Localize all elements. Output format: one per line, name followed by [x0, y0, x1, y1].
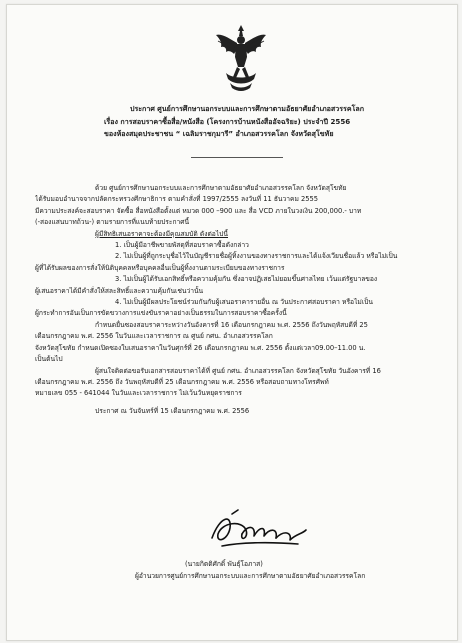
qualification-item: 2. ไม่เป็นผู้ที่ถูกระบุชื่อไว้ในบัญชีรายชื่อผู้ทิ้งงานของทางราชการและได้แจ้งเวียนชื่อแล้ว หรือไม่เป็น	[115, 252, 398, 261]
body-line: จังหวัดสุโขทัย กำหนดเปิดซองใบเสนอราคาในวันศุกร์ที่ 26 เดือนกรกฎาคม พ.ศ. 2556 ตั้งแต่เวลา09.00–11.00 น.	[35, 343, 366, 352]
body-line: ผู้เสนอราคาได้มีคำสั่งให้สละสิทธิ์และความคุ้มกันเช่นว่านั้น	[35, 286, 204, 295]
announcement-body	[35, 183, 435, 417]
body-line: ผู้กระทำการอันเป็นการขัดขวางการแข่งขันราคาอย่างเป็นธรรมในการสอบราคาซื้อครั้งนี้	[35, 309, 287, 318]
body-line: ผู้ที่ได้รับผลของการสั่งให้นิติบุคคลหรือบุคคลอื่นเป็นผู้ทิ้งงานตามระเบียบของทางราชการ	[35, 263, 285, 272]
body-line: เดือนกรกฎาคม พ.ศ. 2556 ถึง วันพฤหัสบดีที่ 25 เดือนกรกฎาคม พ.ศ. 2556 หรือสอบถามทางโทรศัพท์	[35, 377, 329, 386]
body-line: หมายเลข 055 - 641044 ในวันและเวลาราชการ ไม่เว้นวันหยุดราชการ	[35, 389, 242, 398]
signer-name: (นายกิตติศักดิ์ พันธุ์โอภาส)	[185, 560, 263, 568]
qualifications-heading: ผู้มีสิทธิเสนอราคาจะต้องมีคุณสมบัติ ดังต่อไปนี้	[95, 229, 229, 238]
handwritten-signature	[202, 508, 312, 554]
header-library-line: ของห้องสมุดประชาชน “ เฉลิมราชกุมารี” อำเภอสวรรคโลก จังหวัดสุโขทัย	[104, 129, 334, 138]
qualification-item: 3. ไม่เป็นผู้ได้รับเอกสิทธิ์หรือความคุ้มกัน ซึ่งอาจปฏิเสธไม่ยอมขึ้นศาลไทย เว้นแต่รัฐบาลของ	[115, 275, 378, 284]
submission-line: กำหนดยื่นซองสอบราคาระหว่างวันอังคารที่ 16 เดือนกรกฎาคม พ.ศ. 2556 ถึงวันพฤหัสบดีที่ 25	[95, 320, 368, 329]
announcement-header	[67, 103, 427, 141]
body-line: ด้วย ศูนย์การศึกษานอกระบบและการศึกษาตามอัธยาศัยอำเภอสวรรคโลก จังหวัดสุโขทัย	[95, 184, 347, 192]
contact-line: ผู้สนใจติดต่อขอรับเอกสารสอบราคาได้ที่ ศูนย์ กศน. อำเภอสวรรคโลก จังหวัดสุโขทัย วันอังคารที่ 16	[95, 366, 381, 375]
body-line: (-สองแสนบาทถ้วน-) ตามรายการที่แนบท้ายประกาศนี้	[35, 218, 190, 227]
qualification-item: 4. ไม่เป็นผู้มีผลประโยชน์ร่วมกันกับผู้เสนอราคารายอื่น ณ วันประกาศสอบราคา หรือไม่เป็น	[115, 298, 373, 307]
body-line: เป็นต้นไป	[35, 355, 63, 364]
body-line: มีความประสงค์จะสอบราคา จัดซื้อ สื่อหนังสือตั้งแต่ หมวด 000 –900 และ สื่อ VCD ภายในวงเงิน 200,000.- บาท	[35, 206, 362, 215]
signer-position: ผู้อำนวยการศูนย์การศึกษานอกระบบและการศึกษาตามอัธยาศัยอำเภอสวรรคโลก	[135, 572, 366, 580]
header-title-line: ประกาศ ศูนย์การศึกษานอกระบบและการศึกษาตามอัธยาศัยอำเภอสวรรคโลก	[129, 104, 365, 113]
header-subject-line: เรื่อง การสอบราคาซื้อสื่อ/หนังสือ (โครงการบ้านหนังสืออัจฉริยะ) ประจำปี 2556	[104, 116, 351, 126]
header-divider	[191, 157, 283, 158]
garuda-emblem-icon	[212, 23, 270, 93]
body-line: ได้รับมอบอำนาจจากปลัดกระทรวงศึกษาธิการ ตามคำสั่งที่ 1997/2555 ลงวันที่ 11 ธันวาคม 2555	[35, 195, 319, 204]
qualification-item: 1. เป็นผู้มีอาชีพขายพัสดุที่สอบราคาซื้อดังกล่าว	[115, 241, 249, 250]
signer-block	[35, 558, 435, 582]
announcement-date: ประกาศ ณ วันจันทร์ที่ 15 เดือนกรกฎาคม พ.ศ. 2556	[95, 406, 250, 415]
body-line: เดือนกรกฎาคม พ.ศ. 2556 ในวันและเวลาราชการ ณ ศูนย์ กศน. อำเภอสวรรคโลก	[35, 332, 273, 341]
document-page	[6, 4, 458, 641]
